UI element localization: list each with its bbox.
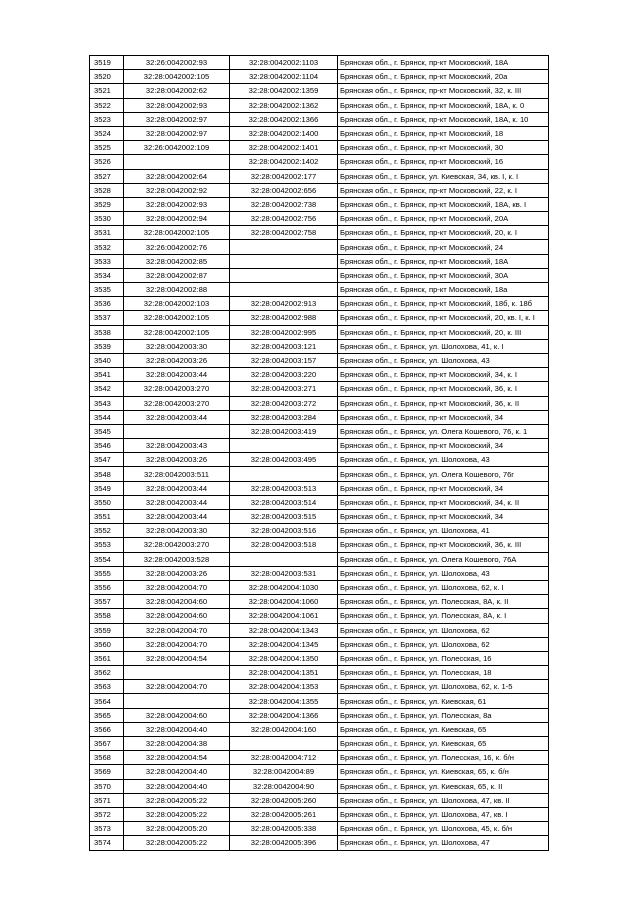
object-number-cell: 32:28:0042003:518: [230, 538, 338, 552]
table-row: [90, 566, 549, 580]
address-cell: Брянская обл., г. Брянск, ул. Шолохова, 62, к. 1-5: [338, 680, 549, 694]
cadastral-number-cell: 32:28:0042002:105: [124, 226, 230, 240]
row-number-cell: 3563: [90, 680, 124, 694]
object-number-cell: 32:28:0042003:271: [230, 382, 338, 396]
address-cell: Брянская обл., г. Брянск, ул. Шолохова, 47, кв. I: [338, 807, 549, 821]
cadastral-number-cell: 32:28:0042004:38: [124, 737, 230, 751]
row-number-cell: 3559: [90, 623, 124, 637]
object-number-cell: 32:28:0042002:177: [230, 169, 338, 183]
address-cell: Брянская обл., г. Брянск, ул. Полесская, 8А, к. I: [338, 609, 549, 623]
table-row: [90, 141, 549, 155]
address-cell: Брянская обл., г. Брянск, пр-кт Московский, 18а: [338, 283, 549, 297]
table-row: [90, 680, 549, 694]
row-number-cell: 3542: [90, 382, 124, 396]
table-row: [90, 353, 549, 367]
object-number-cell: 32:28:0042003:516: [230, 524, 338, 538]
address-cell: Брянская обл., г. Брянск, ул. Киевская, 61: [338, 694, 549, 708]
address-cell: Брянская обл., г. Брянск, ул. Шолохова, 43: [338, 566, 549, 580]
cadastral-number-cell: 32:28:0042004:70: [124, 580, 230, 594]
object-number-cell: 32:28:0042004:160: [230, 722, 338, 736]
object-number-cell: 32:28:0042003:495: [230, 453, 338, 467]
cadastral-number-cell: 32:28:0042003:270: [124, 382, 230, 396]
cadastral-number-cell: 32:28:0042002:85: [124, 254, 230, 268]
row-number-cell: 3573: [90, 822, 124, 836]
cadastral-number-cell: 32:28:0042002:105: [124, 325, 230, 339]
table-row: [90, 268, 549, 282]
cadastral-number-cell: 32:28:0042002:94: [124, 212, 230, 226]
address-cell: Брянская обл., г. Брянск, ул. Киевская, 65, к. б/н: [338, 765, 549, 779]
cadastral-number-cell: 32:28:0042004:54: [124, 751, 230, 765]
cadastral-number-cell: 32:28:0042002:105: [124, 311, 230, 325]
address-cell: Брянская обл., г. Брянск, пр-кт Московский, 34, к. I: [338, 368, 549, 382]
table-row: [90, 169, 549, 183]
table-row: [90, 84, 549, 98]
row-number-cell: 3531: [90, 226, 124, 240]
object-number-cell: 32:28:0042002:1401: [230, 141, 338, 155]
table-row: [90, 283, 549, 297]
object-number-cell: 32:28:0042004:1030: [230, 580, 338, 594]
table-row: [90, 637, 549, 651]
row-number-cell: 3530: [90, 212, 124, 226]
row-number-cell: 3537: [90, 311, 124, 325]
object-number-cell: 32:28:0042004:1353: [230, 680, 338, 694]
row-number-cell: 3572: [90, 807, 124, 821]
table-row: [90, 339, 549, 353]
address-cell: Брянская обл., г. Брянск, пр-кт Московский, 36, к. II: [338, 396, 549, 410]
table-row: [90, 694, 549, 708]
address-cell: Брянская обл., г. Брянск, ул. Полесская, 18: [338, 666, 549, 680]
cadastral-number-cell: 32:28:0042003:30: [124, 339, 230, 353]
row-number-cell: 3535: [90, 283, 124, 297]
cadastral-number-cell: 32:28:0042003:44: [124, 481, 230, 495]
address-cell: Брянская обл., г. Брянск, ул. Шолохова, 62: [338, 637, 549, 651]
address-cell: Брянская обл., г. Брянск, ул. Олега Кошевого, 76, к. 1: [338, 424, 549, 438]
row-number-cell: 3564: [90, 694, 124, 708]
address-cell: Брянская обл., г. Брянск, пр-кт Московский, 36, к. III: [338, 538, 549, 552]
cadastral-number-cell: 32:28:0042003:30: [124, 524, 230, 538]
cadastral-number-cell: 32:28:0042004:70: [124, 637, 230, 651]
row-number-cell: 3570: [90, 779, 124, 793]
address-cell: Брянская обл., г. Брянск, ул. Олега Кошевого, 76А: [338, 552, 549, 566]
row-number-cell: 3560: [90, 637, 124, 651]
row-number-cell: 3546: [90, 439, 124, 453]
address-cell: Брянская обл., г. Брянск, ул. Киевская, 65: [338, 737, 549, 751]
row-number-cell: 3566: [90, 722, 124, 736]
cadastral-number-cell: [124, 666, 230, 680]
cadastral-number-cell: 32:28:0042002:92: [124, 183, 230, 197]
table-row: [90, 368, 549, 382]
object-number-cell: [230, 254, 338, 268]
address-cell: Брянская обл., г. Брянск, ул. Полесская, 16, к. б/н: [338, 751, 549, 765]
address-cell: Брянская обл., г. Брянск, пр-кт Московский, 20, к. I: [338, 226, 549, 240]
table-row: [90, 56, 549, 70]
cadastral-number-cell: [124, 424, 230, 438]
address-cell: Брянская обл., г. Брянск, ул. Киевская, 65, к. II: [338, 779, 549, 793]
table-row: [90, 197, 549, 211]
object-number-cell: 32:28:0042003:121: [230, 339, 338, 353]
object-number-cell: 32:28:0042004:1061: [230, 609, 338, 623]
table-row: [90, 410, 549, 424]
object-number-cell: [230, 283, 338, 297]
object-number-cell: 32:28:0042003:284: [230, 410, 338, 424]
row-number-cell: 3562: [90, 666, 124, 680]
table-row: [90, 183, 549, 197]
table-row: [90, 325, 549, 339]
row-number-cell: 3554: [90, 552, 124, 566]
cadastral-number-cell: 32:28:0042002:62: [124, 84, 230, 98]
cadastral-number-cell: [124, 155, 230, 169]
row-number-cell: 3528: [90, 183, 124, 197]
object-number-cell: 32:28:0042004:90: [230, 779, 338, 793]
cadastral-number-cell: 32:28:0042003:270: [124, 538, 230, 552]
cadastral-number-cell: 32:28:0042002:88: [124, 283, 230, 297]
table-row: [90, 254, 549, 268]
object-number-cell: 32:28:0042003:515: [230, 510, 338, 524]
row-number-cell: 3526: [90, 155, 124, 169]
row-number-cell: 3547: [90, 453, 124, 467]
row-number-cell: 3569: [90, 765, 124, 779]
table-row: [90, 552, 549, 566]
cadastral-number-cell: 32:28:0042002:103: [124, 297, 230, 311]
row-number-cell: 3521: [90, 84, 124, 98]
row-number-cell: 3553: [90, 538, 124, 552]
cadastral-number-cell: 32:28:0042004:60: [124, 609, 230, 623]
cadastral-number-cell: 32:28:0042003:26: [124, 566, 230, 580]
row-number-cell: 3538: [90, 325, 124, 339]
object-number-cell: [230, 467, 338, 481]
object-number-cell: 32:28:0042003:419: [230, 424, 338, 438]
cadastral-number-cell: 32:28:0042003:44: [124, 368, 230, 382]
row-number-cell: 3525: [90, 141, 124, 155]
object-number-cell: 32:28:0042005:261: [230, 807, 338, 821]
cadastral-number-cell: 32:28:0042005:22: [124, 836, 230, 850]
object-number-cell: 32:28:0042004:89: [230, 765, 338, 779]
table-row: [90, 807, 549, 821]
address-cell: Брянская обл., г. Брянск, пр-кт Московский, 36, к. I: [338, 382, 549, 396]
row-number-cell: 3561: [90, 651, 124, 665]
row-number-cell: 3548: [90, 467, 124, 481]
cadastral-number-cell: 32:28:0042005:20: [124, 822, 230, 836]
cadastral-number-cell: 32:28:0042004:40: [124, 722, 230, 736]
table-row: [90, 98, 549, 112]
row-number-cell: 3571: [90, 793, 124, 807]
row-number-cell: 3544: [90, 410, 124, 424]
table-row: [90, 751, 549, 765]
table-row: [90, 212, 549, 226]
row-number-cell: 3540: [90, 353, 124, 367]
object-number-cell: 32:28:0042002:1362: [230, 98, 338, 112]
object-number-cell: 32:28:0042002:738: [230, 197, 338, 211]
table-row: [90, 297, 549, 311]
table-row: [90, 623, 549, 637]
table-row: [90, 765, 549, 779]
address-cell: Брянская обл., г. Брянск, пр-кт Московский, 18А, кв. I: [338, 197, 549, 211]
object-number-cell: 32:28:0042003:272: [230, 396, 338, 410]
table-row: [90, 70, 549, 84]
object-number-cell: 32:28:0042002:1103: [230, 56, 338, 70]
row-number-cell: 3533: [90, 254, 124, 268]
row-number-cell: 3524: [90, 126, 124, 140]
table-row: [90, 240, 549, 254]
table-row: [90, 595, 549, 609]
cadastral-number-cell: [124, 694, 230, 708]
object-number-cell: 32:28:0042005:260: [230, 793, 338, 807]
cadastral-number-cell: 32:28:0042005:22: [124, 793, 230, 807]
address-cell: Брянская обл., г. Брянск, пр-кт Московский, 18: [338, 126, 549, 140]
row-number-cell: 3520: [90, 70, 124, 84]
table-row: [90, 836, 549, 850]
object-number-cell: 32:28:0042004:712: [230, 751, 338, 765]
row-number-cell: 3567: [90, 737, 124, 751]
table-row: [90, 481, 549, 495]
row-number-cell: 3529: [90, 197, 124, 211]
table-row: [90, 538, 549, 552]
cadastral-number-cell: 32:28:0042003:44: [124, 510, 230, 524]
object-number-cell: [230, 737, 338, 751]
object-number-cell: 32:28:0042002:1366: [230, 112, 338, 126]
cadastral-number-cell: 32:26:0042002:76: [124, 240, 230, 254]
object-number-cell: 32:28:0042004:1366: [230, 708, 338, 722]
cadastral-number-cell: 32:28:0042004:40: [124, 779, 230, 793]
cadastral-number-cell: 32:28:0042004:60: [124, 708, 230, 722]
row-number-cell: 3543: [90, 396, 124, 410]
table-row: [90, 779, 549, 793]
address-cell: Брянская обл., г. Брянск, ул. Олега Кошевого, 76г: [338, 467, 549, 481]
object-number-cell: 32:28:0042003:514: [230, 495, 338, 509]
address-cell: Брянская обл., г. Брянск, ул. Шолохова, 45, к. б/н: [338, 822, 549, 836]
address-cell: Брянская обл., г. Брянск, пр-кт Московский, 20А: [338, 212, 549, 226]
address-cell: Брянская обл., г. Брянск, ул. Шолохова, 62, к. I: [338, 580, 549, 594]
address-cell: Брянская обл., г. Брянск, пр-кт Московский, 32, к. III: [338, 84, 549, 98]
object-number-cell: 32:28:0042003:157: [230, 353, 338, 367]
row-number-cell: 3527: [90, 169, 124, 183]
address-cell: Брянская обл., г. Брянск, ул. Шолохова, 47, кв. II: [338, 793, 549, 807]
address-cell: Брянская обл., г. Брянск, пр-кт Московский, 18А, к. 0: [338, 98, 549, 112]
address-cell: Брянская обл., г. Брянск, пр-кт Московский, 30: [338, 141, 549, 155]
row-number-cell: 3557: [90, 595, 124, 609]
object-number-cell: 32:28:0042005:396: [230, 836, 338, 850]
address-cell: Брянская обл., г. Брянск, пр-кт Московский, 18б, к. 18б: [338, 297, 549, 311]
row-number-cell: 3552: [90, 524, 124, 538]
address-cell: Брянская обл., г. Брянск, ул. Шолохова, 47: [338, 836, 549, 850]
table-row: [90, 822, 549, 836]
object-number-cell: [230, 240, 338, 254]
address-cell: Брянская обл., г. Брянск, пр-кт Московский, 34, к. II: [338, 495, 549, 509]
address-cell: Брянская обл., г. Брянск, пр-кт Московский, 18А, к. 10: [338, 112, 549, 126]
object-number-cell: 32:28:0042004:1345: [230, 637, 338, 651]
cadastral-number-cell: 32:26:0042002:109: [124, 141, 230, 155]
cadastral-number-cell: 32:28:0042002:87: [124, 268, 230, 282]
cadastral-number-cell: 32:28:0042003:270: [124, 396, 230, 410]
cadastral-number-cell: 32:28:0042002:93: [124, 98, 230, 112]
address-cell: Брянская обл., г. Брянск, ул. Полесская, 8А, к. II: [338, 595, 549, 609]
address-cell: Брянская обл., г. Брянск, пр-кт Московский, 20, к. III: [338, 325, 549, 339]
address-cell: Брянская обл., г. Брянск, ул. Шолохова, 41, к. I: [338, 339, 549, 353]
object-number-cell: 32:28:0042002:1400: [230, 126, 338, 140]
object-number-cell: 32:28:0042004:1351: [230, 666, 338, 680]
cadastral-number-cell: 32:28:0042003:511: [124, 467, 230, 481]
row-number-cell: 3574: [90, 836, 124, 850]
cadastral-table-body: [90, 56, 549, 851]
table-row: [90, 666, 549, 680]
row-number-cell: 3545: [90, 424, 124, 438]
row-number-cell: 3539: [90, 339, 124, 353]
address-cell: Брянская обл., г. Брянск, пр-кт Московский, 18А: [338, 254, 549, 268]
cadastral-number-cell: 32:28:0042003:44: [124, 495, 230, 509]
cadastral-number-cell: 32:28:0042003:528: [124, 552, 230, 566]
cadastral-number-cell: 32:28:0042003:44: [124, 410, 230, 424]
cadastral-number-cell: 32:28:0042004:60: [124, 595, 230, 609]
cadastral-number-cell: 32:28:0042002:105: [124, 70, 230, 84]
address-cell: Брянская обл., г. Брянск, ул. Киевская, 34, кв. I, к. I: [338, 169, 549, 183]
address-cell: Брянская обл., г. Брянск, ул. Шолохова, 43: [338, 353, 549, 367]
cadastral-number-cell: 32:28:0042004:40: [124, 765, 230, 779]
address-cell: Брянская обл., г. Брянск, ул. Шолохова, 43: [338, 453, 549, 467]
row-number-cell: 3519: [90, 56, 124, 70]
object-number-cell: 32:28:0042004:1355: [230, 694, 338, 708]
address-cell: Брянская обл., г. Брянск, ул. Киевская, 65: [338, 722, 549, 736]
table-row: [90, 311, 549, 325]
object-number-cell: [230, 268, 338, 282]
cadastral-number-cell: 32:28:0042002:97: [124, 126, 230, 140]
cadastral-number-cell: 32:28:0042002:97: [124, 112, 230, 126]
row-number-cell: 3534: [90, 268, 124, 282]
cadastral-number-cell: 32:28:0042003:43: [124, 439, 230, 453]
table-row: [90, 510, 549, 524]
cadastral-number-cell: 32:28:0042005:22: [124, 807, 230, 821]
row-number-cell: 3558: [90, 609, 124, 623]
table-row: [90, 439, 549, 453]
row-number-cell: 3523: [90, 112, 124, 126]
cadastral-number-cell: 32:26:0042002:93: [124, 56, 230, 70]
row-number-cell: 3556: [90, 580, 124, 594]
cadastral-number-cell: 32:28:0042003:26: [124, 453, 230, 467]
table-row: [90, 495, 549, 509]
address-cell: Брянская обл., г. Брянск, ул. Полесская, 16: [338, 651, 549, 665]
object-number-cell: [230, 439, 338, 453]
cadastral-number-cell: 32:28:0042004:54: [124, 651, 230, 665]
object-number-cell: 32:28:0042002:756: [230, 212, 338, 226]
object-number-cell: 32:28:0042002:988: [230, 311, 338, 325]
address-cell: Брянская обл., г. Брянск, пр-кт Московский, 22, к. I: [338, 183, 549, 197]
object-number-cell: [230, 552, 338, 566]
table-row: [90, 155, 549, 169]
table-row: [90, 226, 549, 240]
cadastral-number-cell: 32:28:0042002:64: [124, 169, 230, 183]
row-number-cell: 3555: [90, 566, 124, 580]
cadastral-number-cell: 32:28:0042002:93: [124, 197, 230, 211]
object-number-cell: 32:28:0042005:338: [230, 822, 338, 836]
object-number-cell: 32:28:0042002:1359: [230, 84, 338, 98]
table-row: [90, 651, 549, 665]
address-cell: Брянская обл., г. Брянск, пр-кт Московский, 20а: [338, 70, 549, 84]
row-number-cell: 3532: [90, 240, 124, 254]
address-cell: Брянская обл., г. Брянск, пр-кт Московский, 34: [338, 439, 549, 453]
table-row: [90, 396, 549, 410]
address-cell: Брянская обл., г. Брянск, пр-кт Московский, 24: [338, 240, 549, 254]
table-row: [90, 467, 549, 481]
row-number-cell: 3549: [90, 481, 124, 495]
object-number-cell: 32:28:0042003:220: [230, 368, 338, 382]
address-cell: Брянская обл., г. Брянск, ул. Полесская, 8а: [338, 708, 549, 722]
table-row: [90, 580, 549, 594]
address-cell: Брянская обл., г. Брянск, пр-кт Московский, 34: [338, 410, 549, 424]
row-number-cell: 3568: [90, 751, 124, 765]
object-number-cell: 32:28:0042002:656: [230, 183, 338, 197]
object-number-cell: 32:28:0042003:513: [230, 481, 338, 495]
object-number-cell: 32:28:0042002:1402: [230, 155, 338, 169]
object-number-cell: 32:28:0042004:1350: [230, 651, 338, 665]
address-cell: Брянская обл., г. Брянск, пр-кт Московский, 34: [338, 481, 549, 495]
table-row: [90, 382, 549, 396]
table-row: [90, 424, 549, 438]
table-row: [90, 112, 549, 126]
cadastral-number-cell: 32:28:0042004:70: [124, 623, 230, 637]
table-row: [90, 793, 549, 807]
table-row: [90, 609, 549, 623]
address-cell: Брянская обл., г. Брянск, пр-кт Московский, 30А: [338, 268, 549, 282]
cadastral-table: [89, 55, 549, 851]
object-number-cell: 32:28:0042002:995: [230, 325, 338, 339]
table-row: [90, 722, 549, 736]
address-cell: Брянская обл., г. Брянск, пр-кт Московский, 20, кв. I, к. I: [338, 311, 549, 325]
object-number-cell: 32:28:0042002:758: [230, 226, 338, 240]
table-row: [90, 453, 549, 467]
table-row: [90, 737, 549, 751]
row-number-cell: 3522: [90, 98, 124, 112]
cadastral-number-cell: 32:28:0042003:26: [124, 353, 230, 367]
address-cell: Брянская обл., г. Брянск, ул. Шолохова, 62: [338, 623, 549, 637]
object-number-cell: 32:28:0042002:1104: [230, 70, 338, 84]
cadastral-number-cell: 32:28:0042004:70: [124, 680, 230, 694]
table-row: [90, 524, 549, 538]
row-number-cell: 3565: [90, 708, 124, 722]
object-number-cell: 32:28:0042003:531: [230, 566, 338, 580]
row-number-cell: 3551: [90, 510, 124, 524]
table-row: [90, 126, 549, 140]
table-row: [90, 708, 549, 722]
object-number-cell: 32:28:0042004:1343: [230, 623, 338, 637]
row-number-cell: 3550: [90, 495, 124, 509]
address-cell: Брянская обл., г. Брянск, ул. Шолохова, 41: [338, 524, 549, 538]
address-cell: Брянская обл., г. Брянск, пр-кт Московский, 34: [338, 510, 549, 524]
object-number-cell: 32:28:0042002:913: [230, 297, 338, 311]
address-cell: Брянская обл., г. Брянск, пр-кт Московский, 16: [338, 155, 549, 169]
address-cell: Брянская обл., г. Брянск, пр-кт Московский, 18А: [338, 56, 549, 70]
row-number-cell: 3536: [90, 297, 124, 311]
object-number-cell: 32:28:0042004:1060: [230, 595, 338, 609]
row-number-cell: 3541: [90, 368, 124, 382]
